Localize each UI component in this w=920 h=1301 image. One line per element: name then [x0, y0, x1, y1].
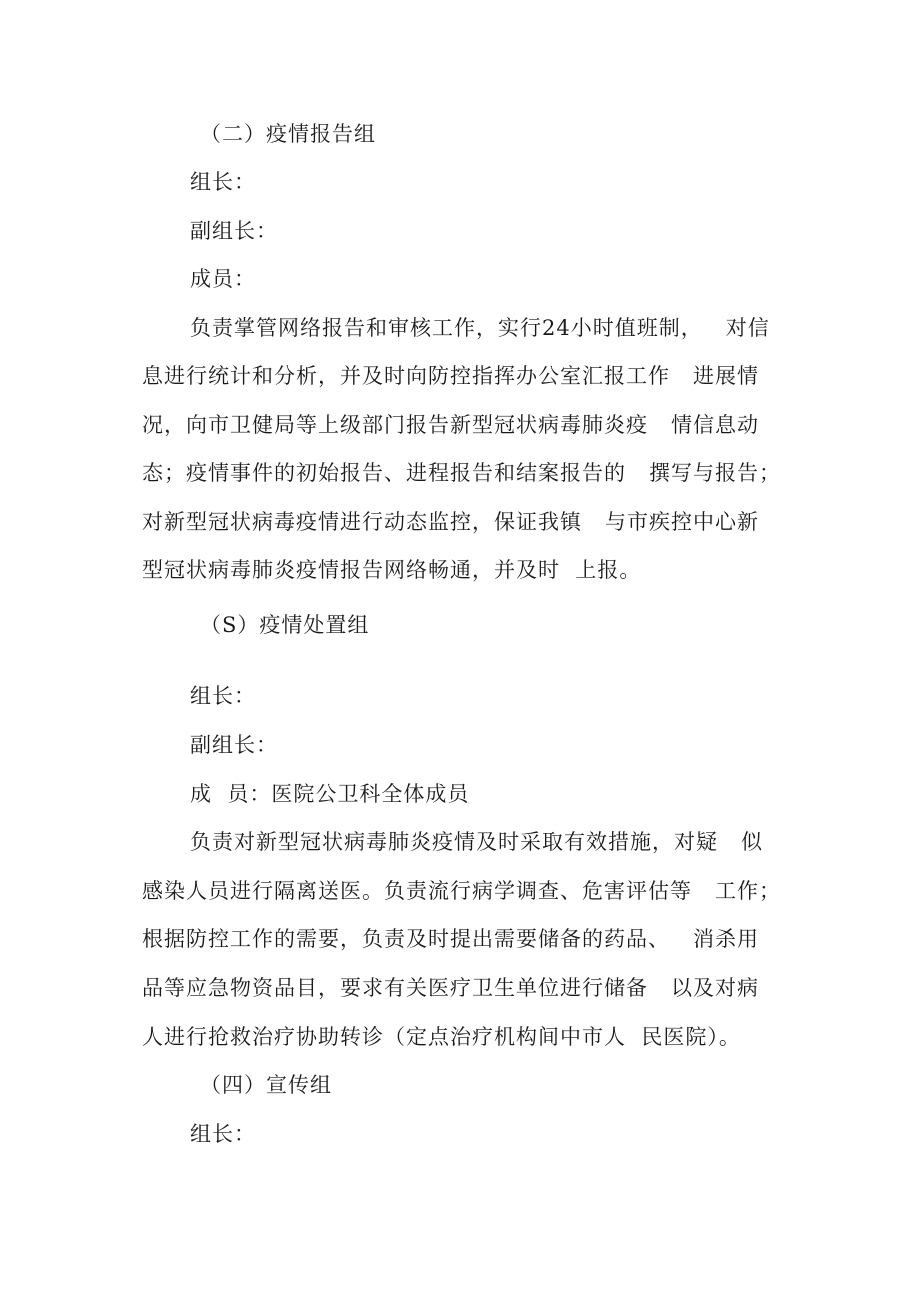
paragraph-line: 负责对新型冠状病毒肺炎疫情及时采取有效措施，对疑 似 — [190, 830, 764, 854]
paragraph-line: 负责掌管网络报告和审核工作，实行24小时值班制， 对信 — [190, 316, 770, 340]
group-leader-label: 组长： — [190, 170, 256, 194]
group-leader-label: 组长： — [190, 1122, 256, 1146]
paragraph-line: 感染人员进行隔离送医。负责流行病学调查、危害评估等 工作； — [142, 879, 782, 903]
paragraph-line: 品等应急物资品目，要求有关医疗卫生单位进行储备 以及对病 — [142, 976, 760, 1000]
deputy-leader-label: 副组长： — [190, 733, 278, 757]
paragraph-line: 人进行抢救治疗协助转诊（定点治疗机构间中市人 民医院）。 — [142, 1025, 741, 1049]
section-heading-report-group: （二）疫情报告组 — [200, 122, 376, 146]
members-label: 成员： — [190, 267, 256, 291]
members-label: 成 员：医院公卫科全体成员 — [190, 782, 470, 806]
paragraph-line: 息进行统计和分析，并及时向防控指挥办公室汇报工作 进展情 — [142, 364, 760, 388]
section-heading-publicity-group: （四）宣传组 — [200, 1073, 332, 1097]
paragraph-line: 态；疫情事件的初始报告、进程报告和结案报告的 撰写与报告； — [142, 461, 782, 485]
paragraph-line: 况，向市卫健局等上级部门报告新型冠状病毒肺炎疫 情信息动 — [142, 413, 760, 437]
section-heading-disposal-group: （S）疫情处置组 — [200, 613, 370, 637]
paragraph-line: 对新型冠状病毒疫情进行动态监控，保证我镇 与市疾控中心新 — [142, 510, 760, 534]
paragraph-line: 根据防控工作的需要，负责及时提出需要储备的药品、 消杀用 — [142, 927, 760, 951]
deputy-leader-label: 副组长： — [190, 219, 278, 243]
group-leader-label: 组长： — [190, 684, 256, 708]
paragraph-line: 型冠状病毒肺炎疫情报告网络畅通，并及时 上报。 — [142, 558, 642, 582]
